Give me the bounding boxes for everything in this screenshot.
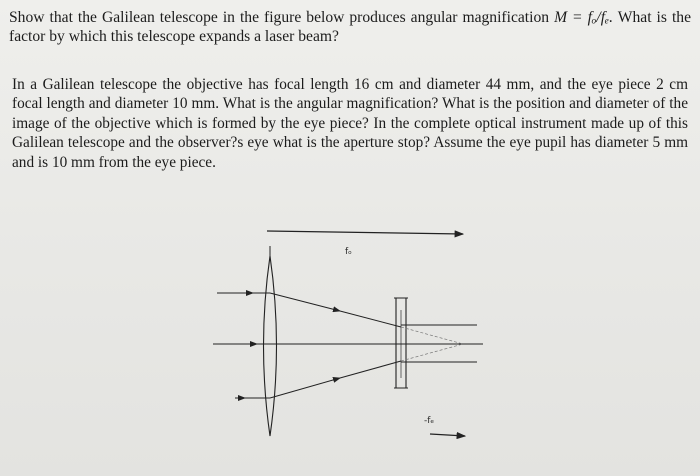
objective-focal-label: fₒ	[345, 247, 352, 257]
objective-lens	[264, 256, 277, 436]
converging-ray-top	[270, 293, 340, 311]
objective-focal-length-arrow	[267, 231, 463, 234]
galilean-telescope-figure	[205, 218, 495, 448]
telescope-diagram	[205, 218, 495, 448]
virtual-ray-top	[401, 327, 463, 344]
eyepiece-focal-label: -fₑ	[424, 416, 435, 426]
virtual-ray-bottom	[401, 344, 463, 361]
part1-text-continued: What is the factor by which this telescope expands a laser beam?	[9, 9, 691, 45]
eyepiece-focal-length-arrow	[430, 434, 465, 436]
problem-part-1	[9, 8, 691, 46]
problem-part-2: In a Galilean telescope the objective has focal length 16 cm and diameter 44 mm, and the eye piece 2 cm focal length and diameter 10 mm. What is the angular magnification? What is the position and diameter of the image of the objective which is formed by the eye piece? In the complete optical instrument made up of this Galilean telescope and the observer?s eye what is the aperture stop? Assume the eye pupil has diameter 5 mm and is 10 mm from the eye piece.	[12, 76, 688, 171]
part1-text: Show that the Galilean telescope in the figure below produces angular magnification	[9, 9, 555, 26]
magnification-formula: M = fₒ/fₑ.	[554, 9, 614, 26]
converging-ray-bottom	[270, 378, 340, 398]
